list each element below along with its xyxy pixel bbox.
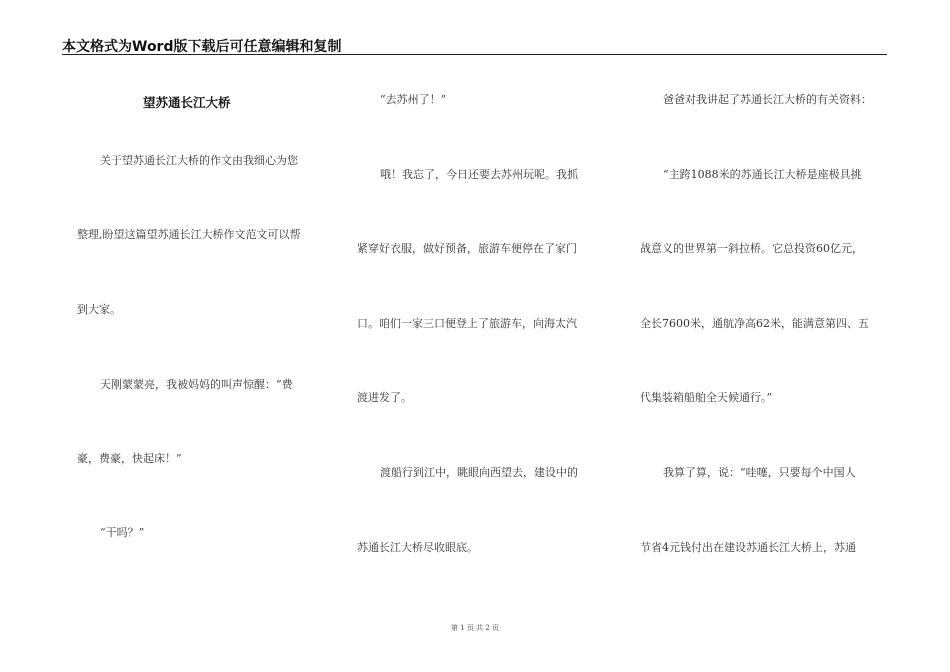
text-line: 豪，费豪，快起床！” bbox=[77, 452, 182, 465]
text-line: 我算了算，说：“哇噻，只要每个中国人 bbox=[663, 466, 856, 479]
text-line: 代集装箱船舶全天候通行。” bbox=[640, 391, 773, 404]
text-line: 到大家。 bbox=[77, 303, 121, 316]
text-line: 整理,盼望这篇望苏通长江大桥作文范文可以帮 bbox=[77, 228, 301, 241]
text-line: 战意义的世界第一斜拉桥。它总投资60亿元， bbox=[640, 242, 863, 255]
text-line: “干吗？” bbox=[100, 526, 145, 539]
text-line: “去苏州了！” bbox=[380, 93, 447, 106]
article-title: 望苏通长江大桥 bbox=[143, 95, 231, 110]
header-divider bbox=[62, 54, 887, 55]
text-line: 苏通长江大桥尽收眼底。 bbox=[357, 541, 478, 554]
text-line: 渡进发了。 bbox=[357, 391, 412, 404]
document-header: 本文格式为Word版下载后可任意编辑和复制 bbox=[62, 39, 342, 55]
page-number: 第 1 页 共 2 页 bbox=[450, 624, 500, 632]
text-line: 口。咱们一家三口便登上了旅游车，向海太汽 bbox=[357, 317, 577, 330]
text-line: 节省4元钱付出在建设苏通长江大桥上，苏通 bbox=[640, 541, 856, 554]
text-line: 全长7600米，通航净高62米，能满意第四、五 bbox=[640, 317, 869, 330]
text-line: 紧穿好衣服，做好预备，旅游车便停在了家门 bbox=[357, 242, 577, 255]
text-line: 渡船行到江中，眺眼向西望去，建设中的 bbox=[380, 466, 578, 479]
text-line: 爸爸对我讲起了苏通长江大桥的有关资料： bbox=[663, 93, 872, 106]
text-line: 关于望苏通长江大桥的作文由我细心为您 bbox=[100, 154, 298, 167]
text-line: 天刚蒙蒙亮，我被妈妈的叫声惊醒：“费 bbox=[100, 378, 293, 391]
text-line: “主跨1088米的苏通长江大桥是座极具挑 bbox=[663, 168, 862, 181]
text-line: 哦！我忘了，今日还要去苏州玩呢。我抓 bbox=[380, 168, 578, 181]
